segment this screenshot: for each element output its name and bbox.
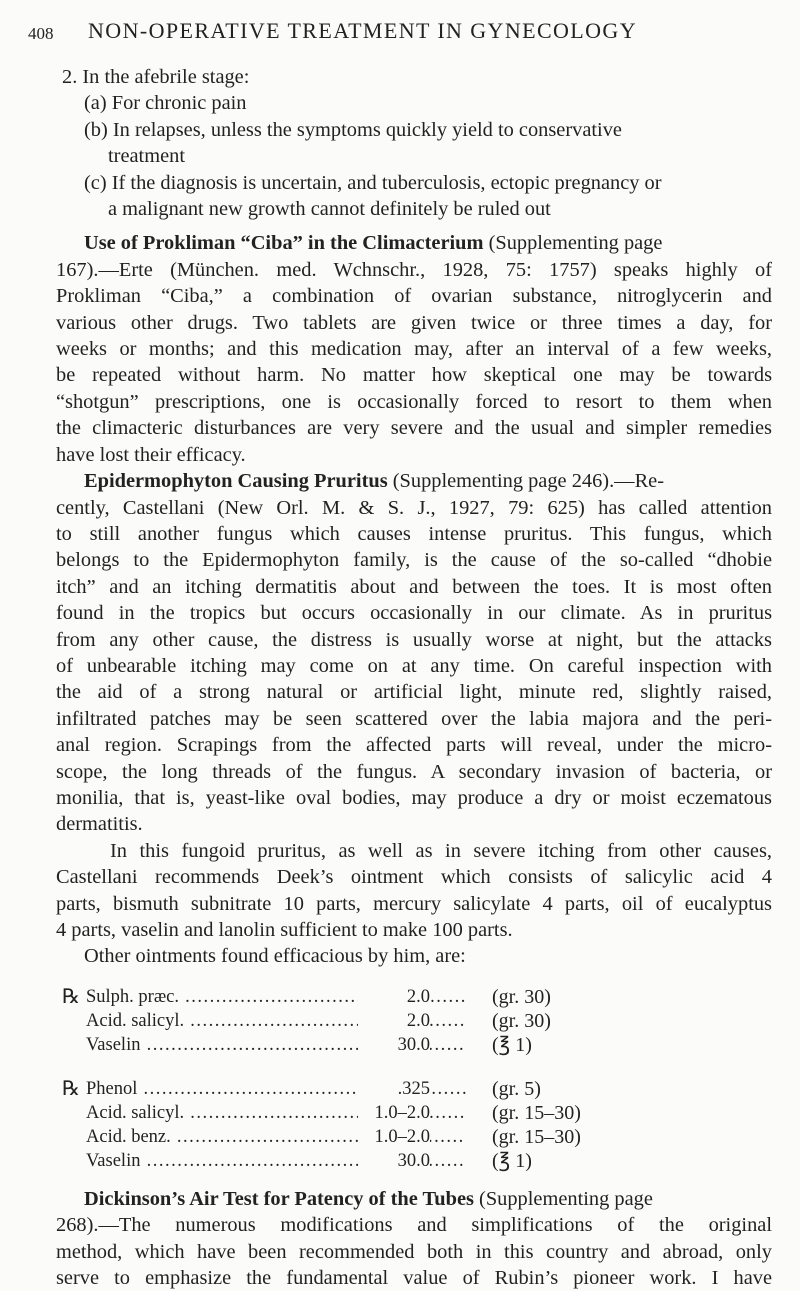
ingredient-name: Acid. salicyl. ..... (86, 1008, 466, 1034)
page-number: 408 (28, 24, 54, 43)
ingredient-equivalent: (gr. 5) (492, 1077, 541, 1100)
ingredient-name: Vaselin ..... (86, 1148, 466, 1174)
ingredient-name: Acid. salicyl. ..... (86, 1100, 466, 1126)
ingredient-name: Acid. benz. ..... (86, 1124, 466, 1150)
ingredient-quantity: .325 (358, 1076, 430, 1102)
paragraph-line: Castellani recommends Deek’s ointment which consists of salicylic acid 4 (56, 866, 772, 889)
ingredient-equivalent: (℥ 1) (492, 1033, 532, 1056)
paragraph-line: various other drugs. Two tablets are given twice or three times a day, for (56, 311, 772, 334)
paragraph-line: of unbearable itching may come on at any time. On careful inspection with (56, 654, 772, 677)
ingredient-quantity: 2.0 (358, 1008, 430, 1034)
section-epidermophyton (56, 468, 772, 838)
page-body (56, 64, 772, 1291)
list-item-c-cont: a malignant new growth cannot definitely be ruled out (108, 198, 551, 221)
section-castellani (56, 838, 772, 970)
ingredient-equivalent: (℥ 1) (492, 1149, 532, 1172)
prescription-block (56, 978, 772, 1186)
ingredient-quantity: 1.0–2.0 (358, 1124, 430, 1150)
section-heading: Use of Prokliman “Ciba” in the Climacterium (84, 232, 484, 255)
prescription-row (86, 1008, 606, 1032)
paragraph-line: Other ointments found efficacious by him, are: (84, 945, 466, 968)
ingredient-equivalent: (gr. 15–30) (492, 1125, 581, 1148)
paragraph-line: cently, Castellani (New Orl. M. & S. J., 1927, 79: 625) has called attention (56, 496, 772, 519)
ingredient-quantity: 30.0 (358, 1148, 430, 1174)
paragraph-line: belongs to the Epidermophyton family, is the cause of the so-called “dhobie (56, 549, 772, 572)
paragraph-line: 167).—Erte (München. med. Wchnschr., 1928, 75: 1757) speaks highly of (56, 258, 772, 281)
ingredient-name: Vaselin ..... (86, 1032, 466, 1058)
prescription-row (86, 1148, 606, 1172)
rx-symbol-icon: ℞ (62, 985, 80, 1008)
paragraph-line: parts, bismuth subnitrate 10 parts, mercury salicylate 4 parts, oil of eucalyptus (56, 892, 772, 915)
paragraph-line: the aid of a strong natural or artificial light, minute red, slightly raised, (56, 681, 772, 704)
page-header (28, 10, 772, 44)
paragraph-line: anal region. Scrapings from the affected parts will reveal, under the micro- (56, 734, 772, 757)
ingredient-name: Phenol ..... (86, 1076, 466, 1102)
paragraph-line: found in the tropics but occurs occasionally in our climate. As in pruritus (56, 602, 772, 625)
paragraph-line: Prokliman “Ciba,” a combination of ovarian substance, nitroglycerin and (56, 285, 772, 308)
ingredient-quantity: 30.0 (358, 1032, 430, 1058)
paragraph-line: be repeated without harm. No matter how skeptical one may be towards (56, 364, 772, 387)
ingredient-name: Sulph. præc. ..... (86, 984, 466, 1010)
ingredient-quantity: 1.0–2.0 (358, 1100, 430, 1126)
ingredient-equivalent: (gr. 30) (492, 1009, 551, 1032)
list-item-b: (b) In relapses, unless the symptoms quickly yield to conservative (84, 118, 622, 141)
paragraph-line: itch” and an itching dermatitis about and between the toes. It is most often (56, 575, 772, 598)
rx-symbol-icon: ℞ (62, 1077, 80, 1100)
section-heading: Epidermophyton Causing Pruritus (84, 470, 388, 493)
section-prokliman (56, 230, 772, 468)
ingredient-quantity: 2.0 (358, 984, 430, 1010)
prescription-row (86, 1076, 606, 1100)
paragraph-line: from any other cause, the distress is usually worse at night, but the attacks (56, 628, 772, 651)
paragraph-line: method, which have been recommended both in this country and abroad, only (56, 1240, 772, 1263)
paragraph-line: In this fungoid pruritus, as well as in severe itching from other causes, (110, 839, 772, 862)
paragraph-line: “shotgun” prescriptions, one is occasionally forced to resort to them when (56, 390, 772, 413)
prescription-row (86, 1032, 606, 1056)
paragraph-line: scope, the long threads of the fungus. A secondary invasion of bacteria, or (56, 760, 772, 783)
section-dickinson (56, 1186, 772, 1291)
paragraph-line: the climacteric disturbances are very severe and the usual and simpler remedies (56, 417, 772, 440)
section-ref: (Supplementing page (483, 232, 663, 255)
prescription-row (86, 1100, 606, 1124)
afebrile-list (56, 64, 772, 222)
section-ref: (Supplementing page (473, 1187, 653, 1210)
paragraph-line: dermatitis. (56, 813, 143, 836)
paragraph-line: serve to emphasize the fundamental value of Rubin’s pioneer work. I have (56, 1267, 772, 1290)
section-ref: (Supplementing page 246).—Re- (387, 470, 665, 493)
list-item-b-cont: treatment (108, 145, 185, 168)
paragraph-line: weeks or months; and this medication may, after an interval of a few weeks, (56, 338, 772, 361)
list-item-a: (a) For chronic pain (84, 92, 247, 115)
paragraph-line: to still another fungus which causes intense pruritus. This fungus, which (56, 522, 772, 545)
paragraph-line: 268).—The numerous modifications and simplifications of the original (56, 1214, 772, 1237)
section-heading: Dickinson’s Air Test for Patency of the Tubes (84, 1187, 474, 1210)
running-head: NON-OPERATIVE TREATMENT IN GYNECOLOGY (88, 18, 638, 43)
paragraph-line: monilia, that is, yeast-like oval bodies, may produce a dry or moist eczematous (56, 786, 772, 809)
prescription-row (86, 1124, 606, 1148)
prescription-row (86, 984, 606, 1008)
list-intro: 2. In the afebrile stage: (62, 66, 250, 88)
ingredient-equivalent: (gr. 30) (492, 985, 551, 1008)
ingredient-equivalent: (gr. 15–30) (492, 1101, 581, 1124)
paragraph-line: infiltrated patches may be seen scattered over the labia majora and the peri- (56, 707, 772, 730)
paragraph-line: have lost their efficacy. (56, 443, 246, 466)
list-item-c: (c) If the diagnosis is uncertain, and tuberculosis, ectopic pregnancy or (84, 171, 662, 194)
paragraph-line: 4 parts, vaselin and lanolin sufficient to make 100 parts. (56, 919, 513, 941)
